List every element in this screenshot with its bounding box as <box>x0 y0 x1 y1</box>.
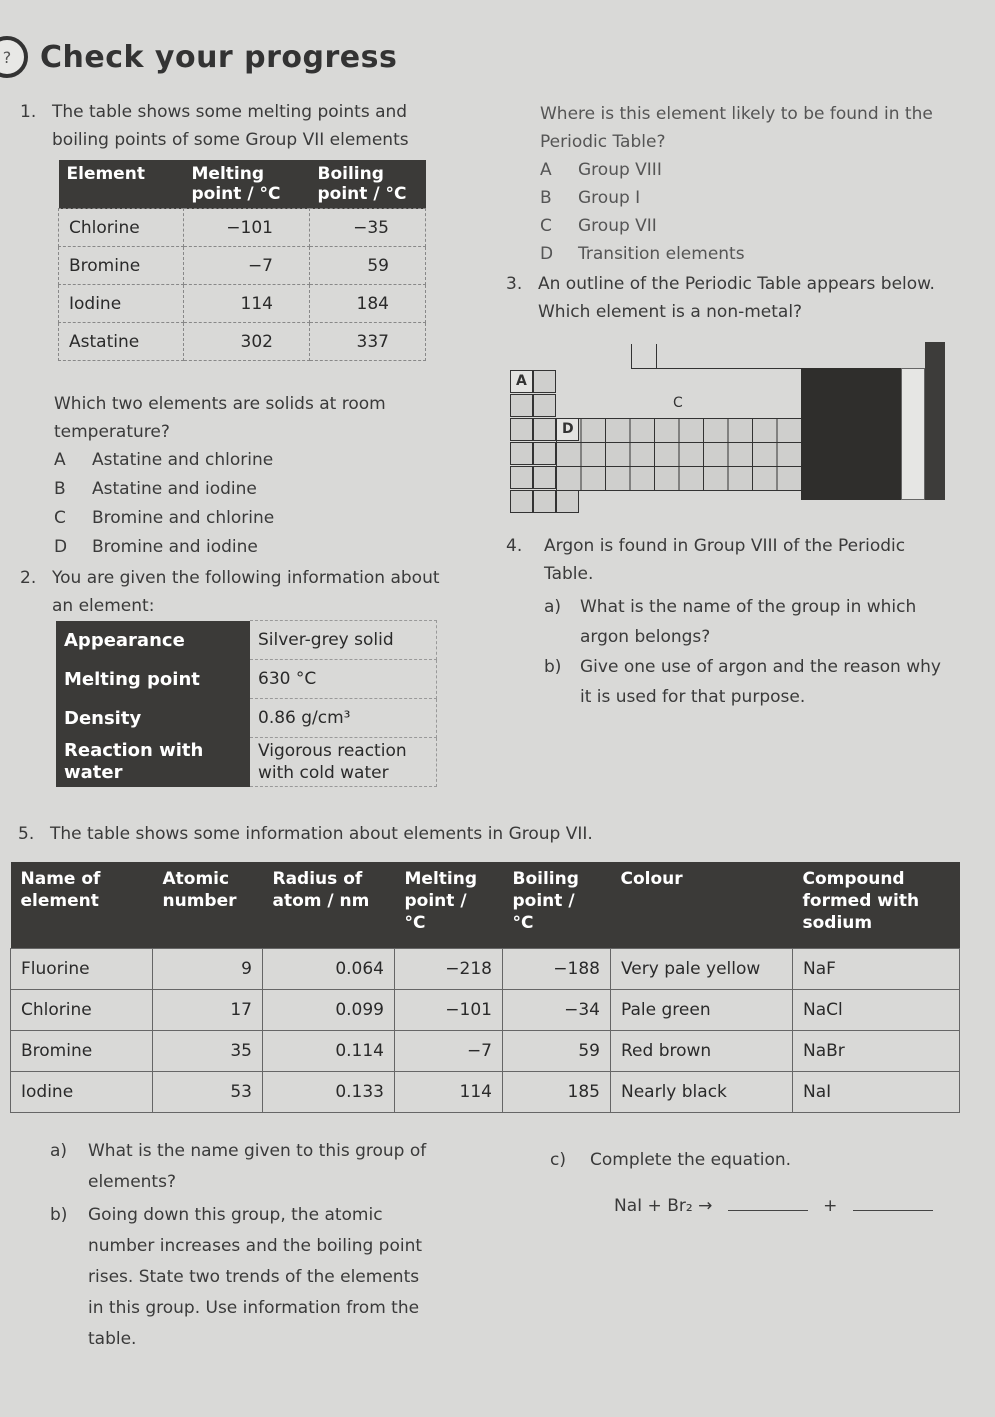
q5-intro: 5. The table shows some information about elements in Group VII. <box>18 824 593 844</box>
q2-table <box>56 620 437 787</box>
header-cell: Boiling point / °C <box>317 164 407 204</box>
q4-part-b: b) Give one use of argon and the reason why it is used for that purpose. <box>544 657 941 707</box>
label-a: A <box>516 373 527 389</box>
table-row: Chlorine −101 −35 <box>59 209 426 247</box>
group7-column <box>901 368 925 500</box>
q2-options <box>540 156 745 268</box>
table-row: Chlorine 17 0.099 −101 −34 Pale green NaCl <box>11 990 960 1031</box>
header-cell: Melting point / °C <box>191 164 281 204</box>
q1-table <box>58 160 426 361</box>
q2-question: Where is this element likely to be found in the Periodic Table? <box>540 104 933 152</box>
option-c[interactable]: C Group VII <box>540 216 657 236</box>
table-row: Iodine 114 184 <box>59 285 426 323</box>
option-d[interactable]: D Bromine and iodine <box>54 537 258 557</box>
pt-cell <box>533 370 556 393</box>
q2-intro: 2. You are given the following information about an element: <box>20 568 440 616</box>
option-b[interactable]: B Group I <box>540 188 641 208</box>
label-d: D <box>562 421 574 437</box>
q5-part-a: a) What is the name given to this group of elements? <box>50 1141 427 1192</box>
q3-intro: 3. An outline of the Periodic Table appears below. Which element is a non-metal? <box>506 274 935 322</box>
label-c[interactable]: C <box>673 395 683 411</box>
q4-parts <box>544 592 941 712</box>
answer-blank-2[interactable] <box>853 1192 933 1211</box>
q1-question: Which two elements are solids at room temperature? <box>54 394 386 442</box>
table-row: Iodine 53 0.133 114 185 Nearly black NaI <box>11 1072 960 1113</box>
equation: NaI + Br₂ → + <box>614 1192 933 1220</box>
periodic-table-outline <box>505 340 950 525</box>
table-row: Density 0.86 g/cm³ <box>56 699 437 738</box>
page-header <box>0 36 397 78</box>
header-row: Name of element Atomic number Radius of atom / nm Melting point / °C Boiling point / °C Colour Compound formed with sodium <box>11 862 960 949</box>
q5-table <box>10 862 960 1113</box>
q4-intro: 4. Argon is found in Group VIII of the Periodic Table. <box>506 536 906 584</box>
option-b[interactable]: B Astatine and iodine <box>54 479 257 499</box>
option-a[interactable]: A Group VIII <box>540 160 662 180</box>
table-row: Appearance Silver-grey solid <box>56 621 437 660</box>
table-row: Reaction with water Vigorous reaction with cold water <box>56 738 437 787</box>
option-c[interactable]: C Bromine and chlorine <box>54 508 275 528</box>
question-icon: ? <box>0 36 28 78</box>
table-row: Bromine 35 0.114 −7 59 Red brown NaBr <box>11 1031 960 1072</box>
answer-blank-1[interactable] <box>728 1192 808 1211</box>
page-title: Check your progress <box>40 39 398 75</box>
q5-part-c: c) Complete the equation. <box>550 1150 792 1170</box>
q4-part-a: a) What is the name of the group in which argon belongs? <box>544 597 917 647</box>
table-row: Astatine 302 337 <box>59 323 426 361</box>
transition-block <box>556 418 802 491</box>
table-row: Fluorine 9 0.064 −218 −188 Very pale yellow NaF <box>11 949 960 990</box>
outline-line <box>631 368 801 369</box>
table-row: Melting point 630 °C <box>56 660 437 699</box>
option-a[interactable]: A Astatine and chlorine <box>54 450 274 470</box>
q1-intro: 1. The table shows some melting points and boiling points of some Group VII elements <box>20 102 409 150</box>
noble-gas-column <box>925 342 945 500</box>
hydrogen-box <box>631 344 657 369</box>
q5-part-b: b) Going down this group, the atomic number increases and the boiling point rises. State two trends of the elements in this group. Use information from the table. <box>50 1205 423 1349</box>
option-d[interactable]: D Transition elements <box>540 244 745 264</box>
table-row: Bromine −7 59 <box>59 247 426 285</box>
q1-options <box>54 446 274 562</box>
nonmetal-block <box>801 368 901 500</box>
header-cell: Element <box>66 164 145 184</box>
